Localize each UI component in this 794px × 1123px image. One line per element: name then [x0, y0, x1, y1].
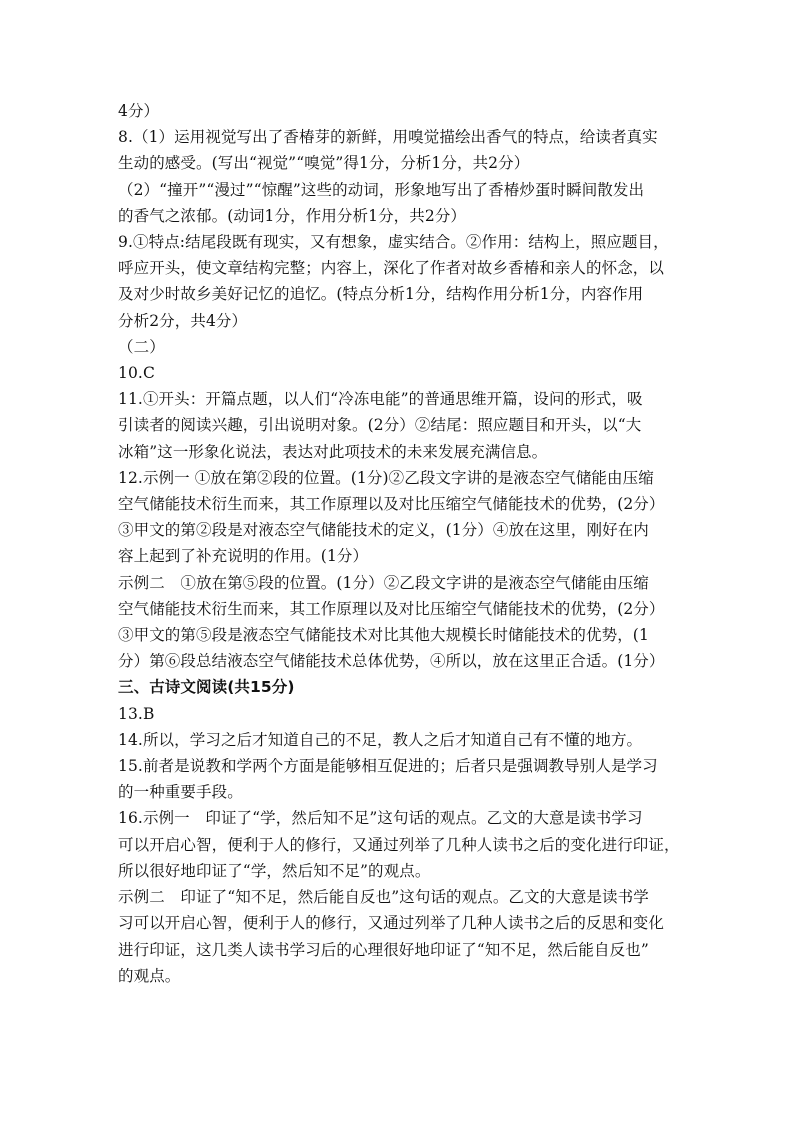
text-line: 10.C	[118, 364, 155, 383]
text-line: 的香气之浓郁。(动词1分，作用分析1分，共2分）	[118, 206, 467, 225]
text-line: 容上起到了补充说明的作用。(1分）	[118, 547, 369, 566]
text-line: 可以开启心智，便利于人的修行，又通过列举了几种人读书之后的变化进行印证，	[118, 835, 680, 854]
text-line: 9.①特点:结尾段既有现实，又有想象，虚实结合。②作用：结构上，照应题目，	[118, 233, 669, 252]
text-line: 的观点。	[118, 966, 181, 985]
answer-document	[118, 98, 678, 989]
section-heading: 三、古诗文阅读(共15分)	[118, 678, 295, 697]
text-line: 空气储能技术衍生而来，其工作原理以及对比压缩空气储能技术的优势，(2分）	[118, 495, 665, 514]
text-line: ③甲文的第⑤段是液态空气储能技术对比其他大规模长时储能技术的优势，(1	[118, 626, 649, 645]
text-line: 12.示例一 ①放在第②段的位置。(1分)②乙段文字讲的是液态空气储能由压缩	[118, 468, 654, 487]
text-line: 引读者的阅读兴趣，引出说明对象。(2分）②结尾：照应题目和开头，以“大	[118, 416, 642, 435]
text-line: 呼应开头，使文章结构完整；内容上，深化了作者对故乡香椿和亲人的怀念，以	[118, 259, 665, 278]
text-line: 分析2分，共4分）	[118, 311, 248, 330]
text-line: 13.B	[118, 704, 155, 723]
text-line: 进行印证，这几类人读书学习后的心理很好地印证了“知不足，然后能自反也”	[118, 940, 649, 959]
text-line: 示例二 ①放在第⑤段的位置。(1分）②乙段文字讲的是液态空气储能由压缩	[118, 573, 649, 592]
text-line: 16.示例一 印证了“学，然后知不足”这句话的观点。乙文的大意是读书学习	[118, 809, 643, 828]
text-line: 冰箱”这一形象化说法，表达对此项技术的未来发展充满信息。	[118, 442, 548, 461]
text-line: 空气储能技术衍生而来，其工作原理以及对比压缩空气储能技术的优势，(2分）	[118, 599, 665, 618]
text-line: 生动的感受。(写出“视觉”“嗅觉”得1分，分析1分，共2分）	[118, 154, 530, 173]
text-line: 的一种重要手段。	[118, 783, 243, 802]
text-line: 习可以开启心智，便利于人的修行，又通过列举了几种人读书之后的反思和变化	[118, 914, 665, 933]
text-line: ③甲文的第②段是对液态空气储能技术的定义，(1分）④放在这里，刚好在内	[118, 521, 649, 540]
text-line: 8.（1）运用视觉写出了香椿芽的新鲜，用嗅觉描绘出香气的特点，给读者真实	[118, 128, 658, 147]
text-line: 及对少时故乡美好记忆的追忆。(特点分析1分，结构作用分析1分，内容作用	[118, 285, 644, 304]
text-line: 14.所以，学习之后才知道自己的不足，教人之后才知道自己有不懂的地方。	[118, 730, 643, 749]
text-line: 4分）	[118, 102, 160, 120]
text-line: 11.①开头：开篇点题，以人们“冷冻电能”的普通思维开篇，设问的形式，吸	[118, 390, 643, 409]
text-line: 分）第⑥段总结液态空气储能技术总体优势，④所以，放在这里正合适。(1分）	[118, 652, 665, 671]
text-line: 示例二 印证了“知不足，然后能自反也”这句话的观点。乙文的大意是读书学	[118, 888, 649, 907]
text-line: 15.前者是说教和学两个方面是能够相互促进的；后者只是强调教导别人是学习	[118, 757, 658, 776]
text-line: 所以很好地印证了“学，然后知不足”的观点。	[118, 861, 431, 880]
section-label: （二）	[118, 337, 165, 356]
text-line: （2）“撞开”“漫过”“惊醒”这些的动词，形象地写出了香椿炒蛋时瞬间散发出	[118, 180, 645, 199]
